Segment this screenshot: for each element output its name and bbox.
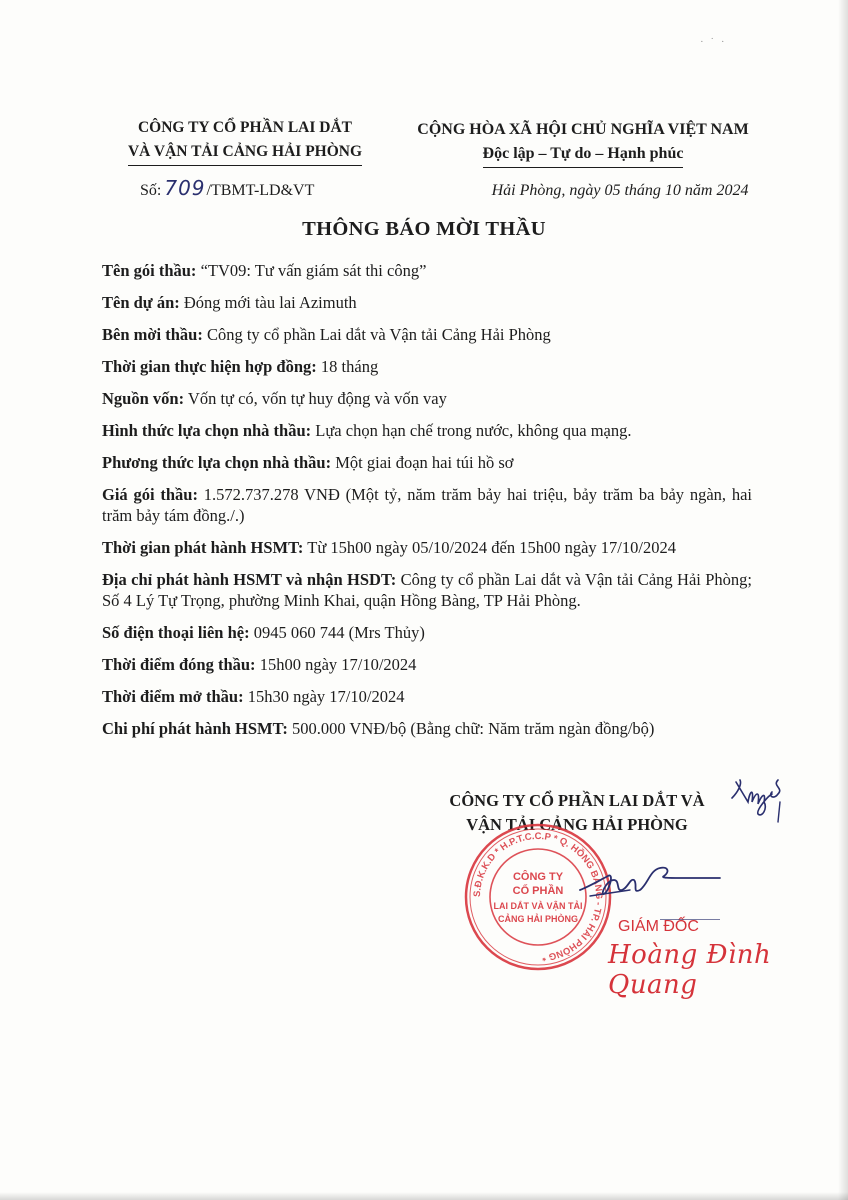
- notice-field: [102, 622, 752, 643]
- doc-number-prefix: Số:: [140, 182, 162, 199]
- notice-field: [102, 569, 752, 611]
- field-label: Tên gói thầu:: [102, 261, 197, 280]
- signature-company-line1: CÔNG TY CỔ PHẦN LAI DẮT VÀ: [449, 791, 705, 810]
- company-name-line1: CÔNG TY CỔ PHẦN LAI DẮT: [137, 119, 352, 136]
- national-header: [398, 118, 768, 168]
- field-value: Công ty cổ phần Lai dắt và Vận tải Cảng Hải Phòng; Số 4 Lý Tự Trọng, phường Minh Khai, quận Hồng Bàng, TP Hải Phòng.: [102, 570, 753, 610]
- field-value: Công ty cổ phần Lai dắt và Vận tải Cảng Hải Phòng: [206, 325, 551, 344]
- field-label: Chi phí phát hành HSMT:: [102, 719, 288, 738]
- notice-field: [102, 388, 752, 409]
- field-label: Địa chỉ phát hành HSMT và nhận HSDT:: [102, 570, 397, 589]
- doc-number-suffix: /TBMT-LD&VT: [206, 182, 315, 199]
- notice-field: [102, 292, 752, 313]
- field-value: Từ 15h00 ngày 05/10/2024 đến 15h00 ngày 17/10/2024: [307, 538, 676, 557]
- company-name-line2: VÀ VẬN TẢI CẢNG HẢI PHÒNG: [128, 140, 362, 166]
- nation-motto: Độc lập – Tự do – Hạnh phúc: [483, 142, 684, 168]
- place-date: Hải Phòng, ngày 05 tháng 10 năm 2024: [491, 182, 749, 199]
- document-number: [140, 176, 314, 200]
- field-label: Phương thức lựa chọn nhà thầu:: [102, 453, 332, 472]
- svg-text:CỔ PHẦN: CỔ PHẦN: [512, 885, 564, 897]
- notice-field: [102, 420, 752, 441]
- field-label: Thời gian phát hành HSMT:: [102, 538, 304, 557]
- field-value: Vốn tự có, vốn tự huy động và vốn vay: [187, 389, 447, 408]
- field-value: 0945 060 744 (Mrs Thủy): [253, 623, 425, 642]
- field-value: 15h30 ngày 17/10/2024: [247, 687, 405, 706]
- field-value: Đóng mới tàu lai Azimuth: [183, 293, 357, 312]
- field-label: Bên mời thầu:: [102, 325, 203, 344]
- field-value: Một giai đoạn hai túi hồ sơ: [335, 453, 514, 472]
- handwritten-initial: [728, 772, 798, 833]
- notice-field: [102, 324, 752, 345]
- notice-field: [102, 537, 752, 558]
- scan-edge-shadow: [838, 0, 848, 1200]
- notice-field: [102, 452, 752, 473]
- signer-name: Hoàng Đình Quang: [608, 940, 772, 1000]
- field-label: Nguồn vốn:: [102, 389, 185, 408]
- field-label: Hình thức lựa chọn nhà thầu:: [102, 421, 312, 440]
- notice-fields: [102, 260, 752, 750]
- company-header: [100, 116, 390, 166]
- notice-field: [102, 718, 752, 739]
- field-value: “TV09: Tư vấn giám sát thi công”: [200, 261, 427, 280]
- svg-text:S.Đ.K.K.D * H.P.T.C.C.P * Q. H: S.Đ.K.K.D * H.P.T.C.C.P * Q. HỒNG BÀNG - TP. HẢI PHÒNG *: [471, 830, 605, 963]
- document-title: THÔNG BÁO MỜI THẦU: [302, 218, 546, 240]
- field-label: Thời điểm mở thầu:: [102, 687, 244, 706]
- notice-field: [102, 654, 752, 675]
- signature-company-line2: VẬN TẢI CẢNG HẢI PHÒNG: [466, 815, 688, 834]
- notice-field: [102, 686, 752, 707]
- doc-number-handwritten: 709: [164, 176, 206, 200]
- field-value: 1.572.737.278 VNĐ (Một tỷ, năm trăm bảy hai triệu, bảy trăm ba bảy ngàn, hai trăm bảy tám đồng./.): [102, 485, 752, 525]
- director-signature: [570, 850, 730, 925]
- scan-speck: · ˙ ·: [700, 36, 727, 48]
- svg-text:CÔNG TY: CÔNG TY: [512, 871, 564, 883]
- signer-position: GIÁM ĐỐC: [618, 918, 699, 935]
- field-value: 500.000 VNĐ/bộ (Bằng chữ: Năm trăm ngàn đồng/bộ): [291, 719, 655, 738]
- field-label: Thời điểm đóng thầu:: [102, 655, 256, 674]
- notice-field: [102, 260, 752, 281]
- nation-title: CỘNG HÒA XÃ HỘI CHỦ NGHĨA VIỆT NAM: [417, 121, 749, 138]
- field-value: 18 tháng: [320, 357, 379, 376]
- field-label: Tên dự án:: [102, 293, 180, 312]
- field-label: Giá gói thầu:: [102, 485, 198, 504]
- field-value: Lựa chọn hạn chế trong nước, không qua mạng.: [315, 421, 632, 440]
- field-label: Thời gian thực hiện hợp đồng:: [102, 357, 317, 376]
- svg-text:CẢNG HẢI PHÒNG: CẢNG HẢI PHÒNG: [497, 914, 579, 924]
- field-label: Số điện thoại liên hệ:: [102, 623, 250, 642]
- notice-field: [102, 484, 752, 526]
- scan-bottom-shadow: [0, 1192, 848, 1200]
- svg-text:LAI DẮT VÀ VẬN TẢI: LAI DẮT VÀ VẬN TẢI: [493, 901, 583, 911]
- notice-field: [102, 356, 752, 377]
- field-value: 15h00 ngày 17/10/2024: [259, 655, 417, 674]
